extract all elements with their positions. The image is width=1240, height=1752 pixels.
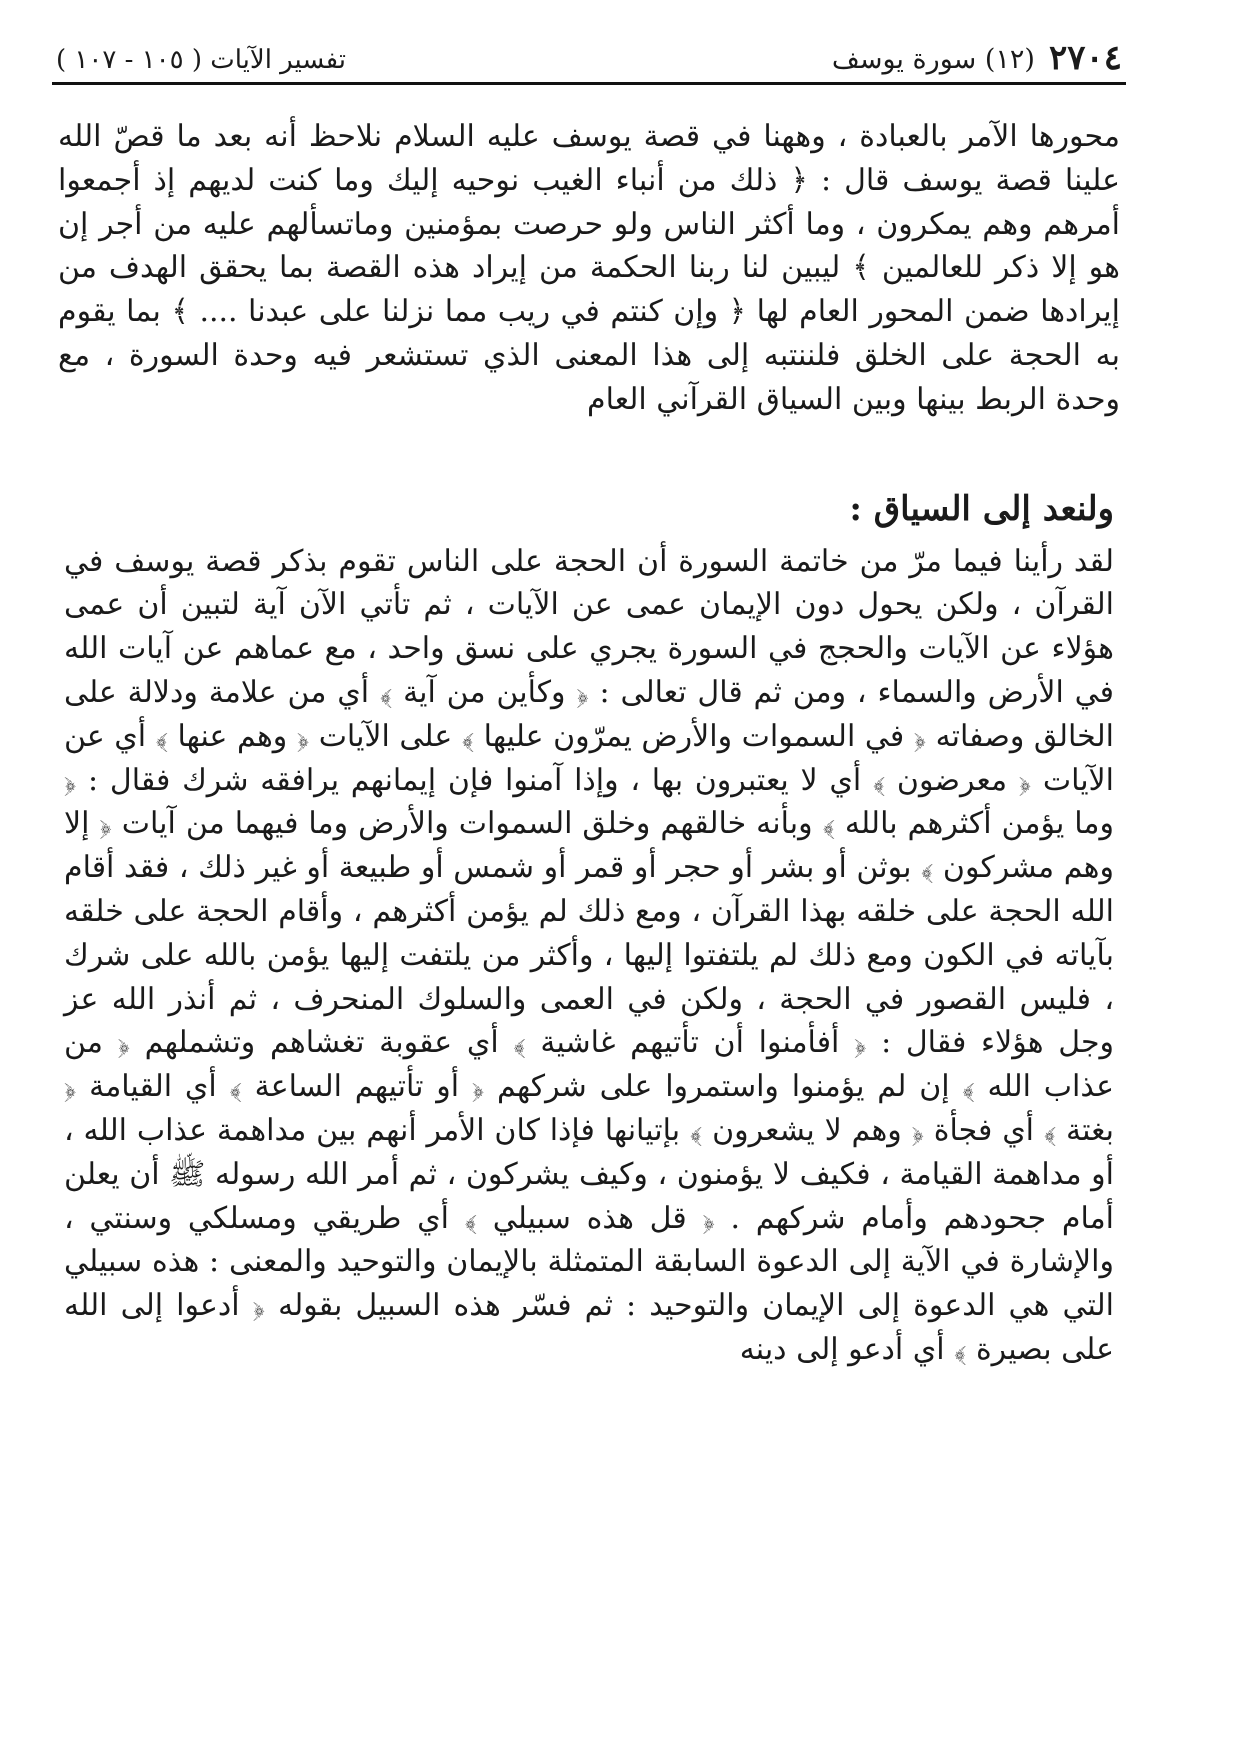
- paragraph-intro: محورها الآمر بالعبادة ، وههنا في قصة يوسف عليه السلام نلاحظ أنه بعد ما قصّ الله علينا قصة يوسف قال : ﴿ ذلك من أنباء الغيب نوحيه إليك وما كنت لديهم إذ أجمعوا أمرهم وهم يمكرون ، وما أكثر الناس ولو حرصت بمؤمنين وماتسألهم عليه من أجر إن هو إلا ذكر للعالمين ﴾ ليبين لنا ربنا الحكمة من إيراد هذه القصة بما يحقق الهدف من إيرادها ضمن المحور العام لها ﴿ وإن كنتم في ريب مما نزلنا على عبدنا .... ﴾ بما يقوم به الحجة على الخلق فلننتبه إلى هذا المعنى الذي تستشعر فيه وحدة السورة ، مع وحدة الربط بينها وبين السياق القرآني العام: [58, 119, 1120, 417]
- header-right: [832, 38, 1122, 78]
- page-header: [52, 22, 1126, 85]
- section-heading: ولنعد إلى السياق :: [849, 488, 1114, 529]
- page-body: [52, 115, 1126, 1372]
- surah-title: (١٢) سورة يوسف: [831, 44, 1035, 75]
- paragraph-main: لقد رأينا فيما مرّ من خاتمة السورة أن الحجة على الناس تقوم بذكر قصة يوسف في القرآن ، ولكن يحول دون الإيمان عمى عن الآيات ، ثم تأتي الآن آية لتبين أن عمى هؤلاء عن الآيات والحجج في السورة يجري على نسق واحد ، مع عماهم عن آيات الله في الأرض والسماء ، ومن ثم قال تعالى : ﴿ وكأين من آية ﴾ أي من علامة ودلالة على الخالق وصفاته ﴿ في السموات والأرض يمرّون عليها ﴾ على الآيات ﴿ وهم عنها ﴾ أي عن الآيات ﴿ معرضون ﴾ أي لا يعتبرون بها ، وإذا آمنوا فإن إيمانهم يرافقه شرك فقال : ﴿ وما يؤمن أكثرهم بالله ﴾ وبأنه خالقهم وخلق السموات والأرض وما فيهما من آيات ﴿ إلا وهم مشركون ﴾ بوثن أو بشر أو حجر أو قمر أو شمس أو طبيعة أو غير ذلك ، فقد أقام الله الحجة على خلقه بهذا القرآن ، ومع ذلك لم يؤمن أكثرهم ، وأقام الحجة على خلقه بآياته في الكون ومع ذلك لم يلتفتوا إليها ، وأكثر من يلتفت إليها يؤمن بالله على شرك ، فليس القصور في الحجة ، ولكن في العمى والسلوك المنحرف ، ثم أنذر الله عز وجل هؤلاء فقال : ﴿ أفأمنوا أن تأتيهم غاشية ﴾ أي عقوبة تغشاهم وتشملهم ﴿ من عذاب الله ﴾ إن لم يؤمنوا واستمروا على شركهم ﴿ أو تأتيهم الساعة ﴾ أي القيامة ﴿ بغتة ﴾ أي فجأة ﴿ وهم لا يشعرون ﴾ بإتيانها فإذا كان الأمر أنهم بين مداهمة عذاب الله ، أو مداهمة القيامة ، فكيف لا يؤمنون ، وكيف يشركون ، ثم أمر الله رسوله ﷺ أن يعلن أمام جحودهم وأمام شركهم . ﴿ قل هذه سبيلي ﴾ أي طريقي ومسلكي وسنتي ، والإشارة في الآية إلى الدعوة السابقة المتمثلة بالإيمان والتوحيد والمعنى : هذه سبيلي التي هي الدعوة إلى الإيمان والتوحيد : ثم فسّر هذه السبيل بقوله ﴿ أدعوا إلى الله على بصيرة ﴾ أي أدعو إلى دينه: [64, 543, 1114, 1367]
- document-page: [52, 22, 1126, 1732]
- section-title: تفسير الآيات ( ١٠٥ - ١٠٧ ): [56, 45, 346, 75]
- page-number: ٢٧٠٤: [1048, 38, 1122, 78]
